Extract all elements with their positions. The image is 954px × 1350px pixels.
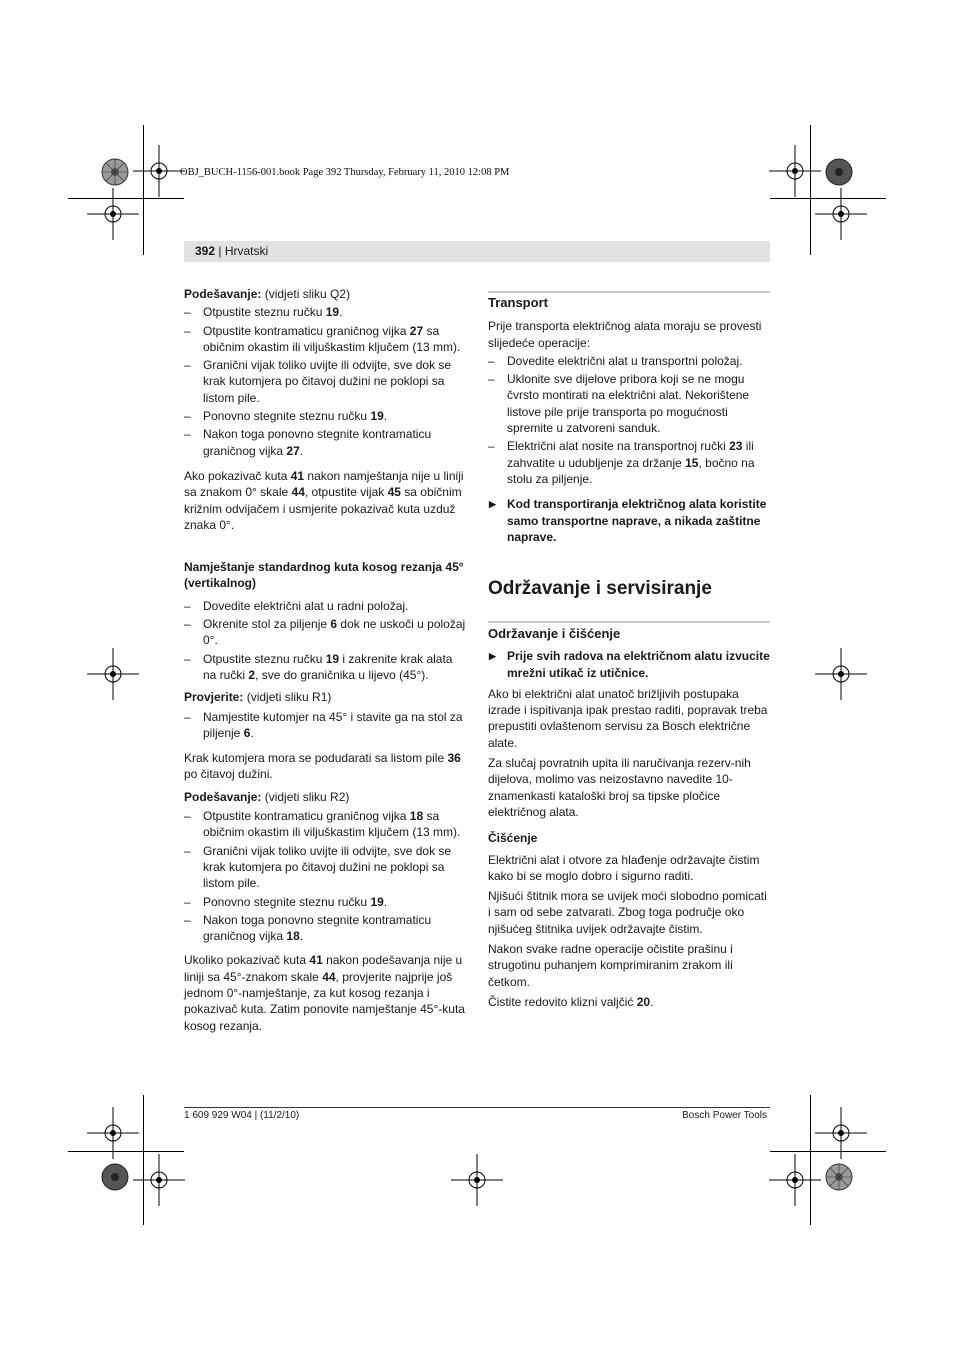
- paragraph: Ukoliko pokazivač kuta 41 nakon podešavanja nije u liniji sa 45°-znakom skale 44, provjerite najprije još jednom 0°-namještanje, za kut kosog rezanja i pokazivač kuta. Zatim ponovite namještanje 45°-kuta kosog rezanja.: [184, 953, 465, 1033]
- warning-note: ▶ Prije svih radova na električnom alatu izvucite mrežni utikač iz utičnice.: [488, 648, 772, 681]
- list-item: – Granični vijak toliko uvijte ili odvijte, sve dok se krak kutomjera po čitavoj dužini ne poklopi sa listom pile.: [184, 843, 466, 892]
- crosshair-icon: [769, 145, 821, 197]
- registration-rosette-icon: [101, 1163, 129, 1191]
- trim-line: [143, 1095, 144, 1225]
- list-item: – Ponovno stegnite steznu ručku 19.: [184, 408, 466, 424]
- list-item: – Električni alat nosite na transportnoj ručki 23 ili zahvatite u udubljenje za držanje 15, bočno na stolu za piljenje.: [488, 438, 772, 487]
- adjustment-heading: Podešavanje: (vidjeti sliku R2): [184, 789, 350, 804]
- list-item: – Otpustite steznu ručku 19.: [184, 304, 466, 320]
- registration-rosette-icon: [825, 1163, 853, 1191]
- list-item: – Dovedite električni alat u radni položaj.: [184, 598, 466, 614]
- registration-rosette-icon: [825, 158, 853, 186]
- list-item: – Otpustite kontramaticu graničnog vijka 27 sa običnim okastim ili viljuškastim ključem (13 mm).: [184, 323, 466, 356]
- section-heading: Namještanje standardnog kuta kosog rezanja 45° (vertikalnog): [184, 560, 464, 591]
- paragraph: Prije transporta električnog alata moraju se provesti slijedeće operacije:: [488, 319, 762, 350]
- print-slug: OBJ_BUCH-1156-001.book Page 392 Thursday, February 11, 2010 12:08 PM: [180, 167, 510, 178]
- trim-line: [810, 1095, 811, 1225]
- paragraph: Ako pokazivač kuta 41 nakon namještanja nije u liniji sa znakom 0° skale 44, otpustite vijak 45 sa običnim križnim odvijačem i usmjerite pokazivač kuta uzduž znaka 0°.: [184, 468, 464, 532]
- crosshair-icon: [815, 188, 867, 240]
- adjustment-heading: Podešavanje: (vidjeti sliku Q2): [184, 287, 351, 301]
- list-item: – Uklonite sve dijelove pribora koji se ne mogu čvrsto montirati na električni alat. Nekorištene listove pile prije transporta po mogućnosti spremite u zatvoreni sanduk.: [488, 371, 772, 436]
- warning-note: ▶ Kod transportiranja električnog alata koristite samo transportne naprave, a nikada zaštitne naprave.: [488, 496, 772, 545]
- list-item: – Otpustite kontramaticu graničnog vijka 18 sa običnim okastim ili viljuškastim ključem (13 mm).: [184, 808, 466, 841]
- paragraph: Njišući štitnik mora se uvijek moći slobodno pomicati i sam od sebe zatvarati. Zbog toga područje oko njišućeg štitnika uvijek održavajte čistim.: [488, 889, 767, 936]
- header-separator: |: [215, 244, 225, 258]
- trim-line: [770, 1151, 886, 1152]
- right-column: [488, 295, 772, 600]
- section-rule: [488, 621, 770, 623]
- subsection-heading-cleaning: Čišćenje: [488, 831, 538, 846]
- trim-line: [68, 1151, 184, 1152]
- list-item: – Okrenite stol za piljenje 6 dok ne uskoči u položaj 0°.: [184, 616, 466, 649]
- paragraph: Čistite redovito klizni valjčić 20.: [488, 994, 654, 1009]
- list-item: – Namjestite kutomjer na 45° i stavite ga na stol za piljenje 6.: [184, 709, 466, 742]
- paragraph: Električni alat i otvore za hlađenje održavajte čistim kako bi se moglo dobro i sigurno raditi.: [488, 852, 760, 883]
- crosshair-icon: [769, 1154, 821, 1206]
- running-header: [195, 244, 268, 258]
- header-language: Hrvatski: [224, 244, 269, 258]
- list-item: – Dovedite električni alat u transportni položaj.: [488, 353, 772, 369]
- trim-line: [68, 198, 184, 199]
- crosshair-icon: [451, 1154, 503, 1206]
- crosshair-icon: [815, 648, 867, 700]
- trim-line: [810, 125, 811, 255]
- crosshair-icon: [87, 188, 139, 240]
- section-heading-maintenance: Održavanje i čišćenje: [488, 626, 621, 641]
- section-rule: [488, 291, 770, 293]
- crosshair-icon: [133, 145, 185, 197]
- list-item: – Nakon toga ponovno stegnite kontramaticu graničnog vijka 18.: [184, 912, 466, 945]
- trim-line: [143, 125, 144, 255]
- crosshair-icon: [133, 1154, 185, 1206]
- header-bar: [184, 241, 770, 262]
- list-item: – Otpustite steznu ručku 19 i zakrenite krak alata na ručki 2, sve do graničnika u lijevo (45°).: [184, 651, 466, 684]
- paragraph: Za slučaj povratnih upita ili naručivanja rezerv-nih dijelova, molimo vas neizostavno navedite 10-znamenkasti kataloški broj sa tipske pločice električnog alata.: [488, 756, 751, 819]
- page-number: 392: [195, 244, 216, 258]
- paragraph: Nakon svake radne operacije očistite prašinu i strugotinu puhanjem komprimiranim zrakom ili četkom.: [488, 942, 733, 989]
- list-item: – Ponovno stegnite steznu ručku 19.: [184, 894, 466, 910]
- paragraph: Ako bi električni alat unatoč brižljivih postupaka izrade i ispitivanja ipak prestao raditi, popravak treba prepustiti ovlaštenom servisu za Bosch električne alate.: [488, 686, 768, 750]
- list-item: – Nakon toga ponovno stegnite kontramaticu graničnog vijka 27.: [184, 426, 466, 459]
- footer-doc-number: 1 609 929 W04 | (11/2/10): [184, 1110, 300, 1121]
- trim-line: [770, 198, 886, 199]
- footer-brand: Bosch Power Tools: [682, 1110, 767, 1121]
- registration-rosette-icon: [101, 158, 129, 186]
- crosshair-icon: [87, 648, 139, 700]
- chapter-heading: Održavanje i servisiranje: [488, 578, 712, 600]
- section-heading-transport: Transport: [488, 295, 548, 310]
- left-column: [184, 286, 466, 1034]
- check-heading: Provjerite: (vidjeti sliku R1): [184, 690, 332, 705]
- list-item: – Granični vijak toliko uvijte ili odvijte, sve dok se krak kutomjera po čitavoj dužini ne poklopi sa listom pile.: [184, 357, 466, 406]
- footer-rule: [184, 1107, 770, 1108]
- right-column-maintenance: [488, 626, 772, 1010]
- paragraph: Krak kutomjera mora se podudarati sa listom pile 36 po čitavoj dužini.: [184, 751, 461, 782]
